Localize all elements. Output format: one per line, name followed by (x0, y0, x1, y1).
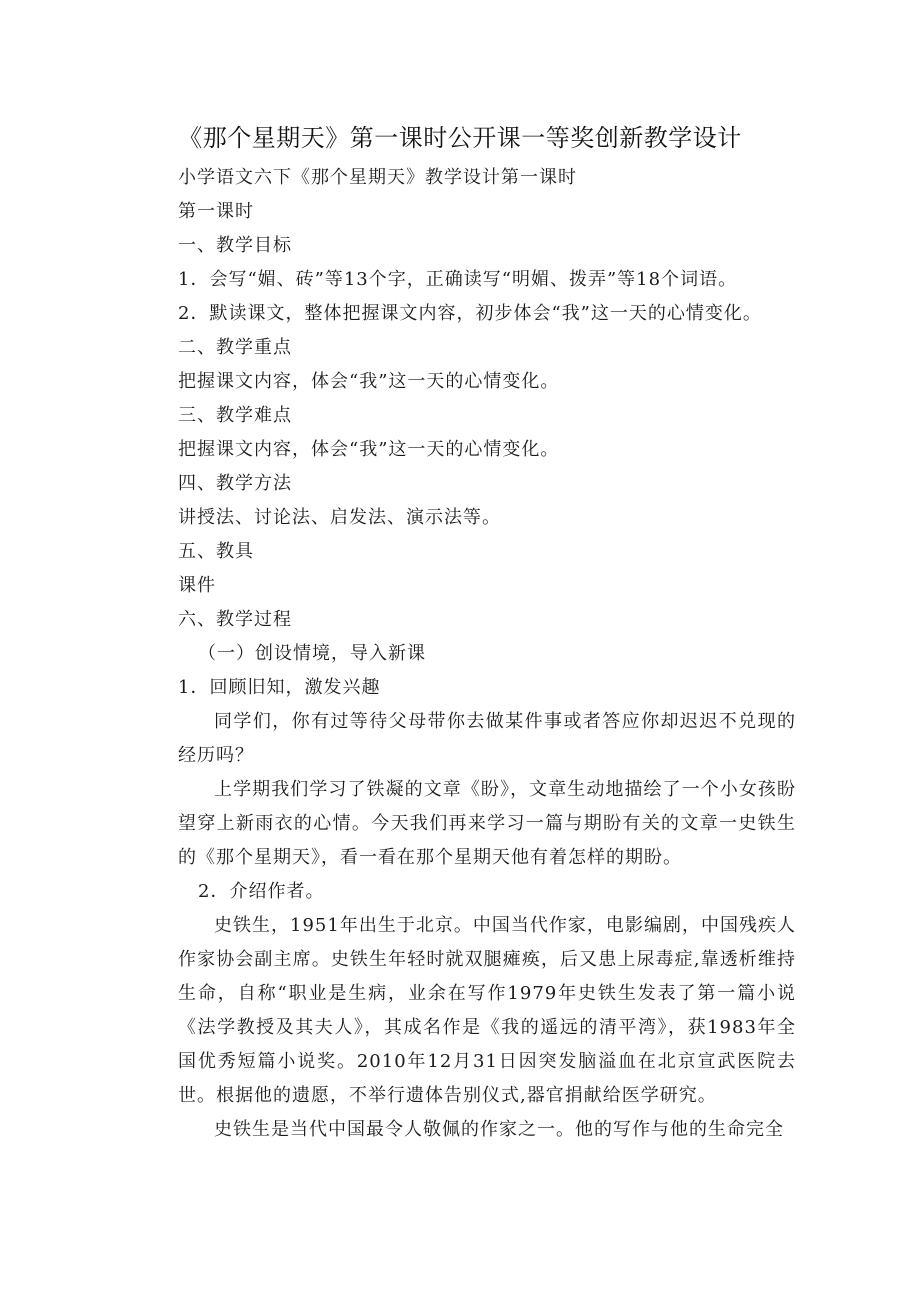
objective-item: 1．会写“媚、砖”等13个字，正确读写“明媚、拨弄”等18个词语。 (178, 269, 738, 290)
paragraph: 同学们，你有过等待父母带你去做某件事或者答应你却迟迟不兑现的经历吗？ (178, 711, 796, 766)
objective-item: 2．默读课文，整体把握课文内容，初步体会“我”这一天的心情变化。 (178, 303, 762, 324)
methods-heading: 四、教学方法 (178, 473, 292, 494)
objectives-heading: 一、教学目标 (178, 235, 292, 256)
paragraph: 上学期我们学习了铁凝的文章《盼》，文章生动地描绘了一个小女孩盼望穿上新雨衣的心情。今天我们再来学习一篇与期盼有关的文章一史铁生的《那个星期天》，看一看在那个星期天他有着怎样的期盼。 (178, 779, 796, 868)
subtitle: 小学语文六下《那个星期天》教学设计第一课时 (178, 167, 577, 188)
step-heading: （一）创设情境，导入新课 (198, 643, 426, 664)
step-subheading: 1．回顾旧知，激发兴趣 (178, 677, 381, 698)
methods-text: 讲授法、讨论法、启发法、演示法等。 (178, 507, 501, 528)
difficulty-heading: 三、教学难点 (178, 405, 292, 426)
tools-heading: 五、教具 (178, 541, 254, 562)
focus-heading: 二、教学重点 (178, 337, 292, 358)
tools-text: 课件 (178, 575, 216, 596)
document-title: 《那个星期天》第一课时公开课一等奖创新教学设计 (178, 124, 742, 152)
paragraph: 史铁生是当代中国最令人敬佩的作家之一。他的写作与他的生命完全 (214, 1119, 784, 1140)
lesson-label: 第一课时 (178, 201, 254, 222)
document-body (178, 161, 796, 1147)
process-heading: 六、教学过程 (178, 609, 292, 630)
step-subheading: 2．介绍作者。 (198, 881, 325, 902)
paragraph: 史铁生，1951年出生于北京。中国当代作家，电影编剧，中国残疾人作家协会副主席。史铁生年轻时就双腿瘫痪，后又患上尿毒症,靠透析维持生命，自称“职业是生病，业余在写作1979年史铁生发表了第一篇小说《法学教授及其夫人》，其成名作是《我的遥远的清平湾》，获1983年全国优秀短篇小说奖。2010年12月31日因突发脑溢血在北京宣武医院去世。根据他的遗愿，不举行遗体告别仪式,器官捐献给医学研究。 (178, 915, 796, 1106)
focus-text: 把握课文内容，体会“我”这一天的心情变化。 (178, 371, 560, 392)
difficulty-text: 把握课文内容，体会“我”这一天的心情变化。 (178, 439, 560, 460)
